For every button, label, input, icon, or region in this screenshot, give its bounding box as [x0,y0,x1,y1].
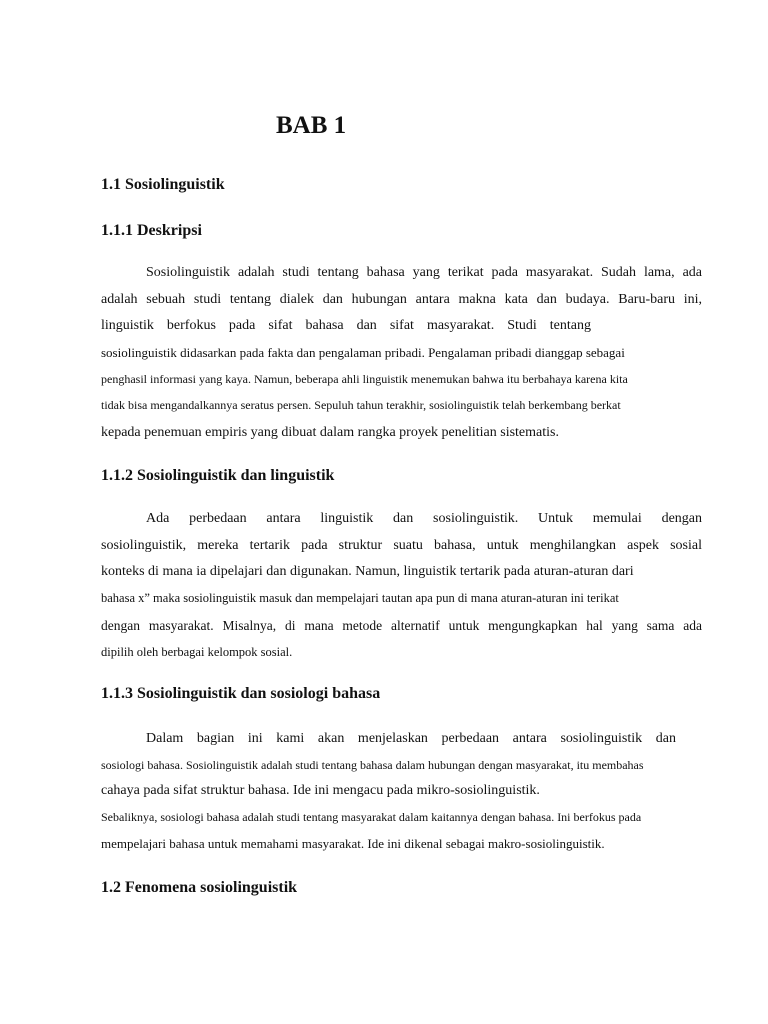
paragraph-line: Sebaliknya, sosiologi bahasa adalah studi tentang masyarakat dalam kaitannya dengan bahasa. Ini berfokus pada [101,810,642,824]
paragraph-line: linguistik berfokus pada sifat bahasa dan sifat masyarakat. Studi tentang [101,318,591,333]
subsection-heading-1-1-3: 1.1.3 Sosiolinguistik dan sosiologi bahasa [101,685,381,702]
paragraph-line: Sosiolinguistik adalah studi tentang bahasa yang terikat pada masyarakat. Sudah lama, ada [146,265,702,280]
paragraph-line: dipilih oleh berbagai kelompok sosial. [101,645,293,659]
chapter-title: BAB 1 [276,112,347,139]
paragraph-line: sosiologi bahasa. Sosiolinguistik adalah studi tentang bahasa dalam hubungan dengan masyarakat, itu membahas [101,758,644,772]
paragraph-line: cahaya pada sifat struktur bahasa. Ide ini mengacu pada mikro-sosiolinguistik. [101,783,540,798]
subsection-heading-1-1-2: 1.1.2 Sosiolinguistik dan linguistik [101,467,335,484]
paragraph-line: bahasa x” maka sosiolinguistik masuk dan mempelajari tautan apa pun di mana aturan-aturan ini terikat [101,591,619,605]
paragraph-line: mempelajari bahasa untuk memahami masyarakat. Ide ini dikenal sebagai makro-sosiolinguistik. [101,836,605,851]
paragraph-line: tidak bisa mengandalkannya seratus persen. Sepuluh tahun terakhir, sosiolinguistik telah berkembang berkat [101,398,621,412]
paragraph-line: sosiolinguistik didasarkan pada fakta dan pengalaman pribadi. Pengalaman pribadi dianggap sebagai [101,345,625,360]
paragraph-line: adalah sebuah studi tentang dialek dan hubungan antara makna kata dan budaya. Baru-baru ini, [101,292,702,307]
section-heading-1-2: 1.2 Fenomena sosiolinguistik [101,879,298,896]
paragraph-line: kepada penemuan empiris yang dibuat dalam rangka proyek penelitian sistematis. [101,425,559,440]
paragraph-line: Ada perbedaan antara linguistik dan sosiolinguistik. Untuk memulai dengan [146,511,702,526]
section-heading-1-1: 1.1 Sosiolinguistik [101,176,225,193]
paragraph-line: dengan masyarakat. Misalnya, di mana metode alternatif untuk mengungkapkan hal yang sama ada [101,618,702,633]
paragraph-line: sosiolinguistik, mereka tertarik pada struktur suatu bahasa, untuk menghilangkan aspek sosial [101,538,702,553]
paragraph-line: Dalam bagian ini kami akan menjelaskan perbedaan antara sosiolinguistik dan [146,731,676,746]
paragraph-line: penghasil informasi yang kaya. Namun, beberapa ahli linguistik menemukan bahwa itu berbahaya karena kita [101,372,628,386]
subsection-heading-1-1-1: 1.1.1 Deskripsi [101,222,202,239]
paragraph-line: konteks di mana ia dipelajari dan digunakan. Namun, linguistik tertarik pada aturan-aturan dari [101,564,634,579]
